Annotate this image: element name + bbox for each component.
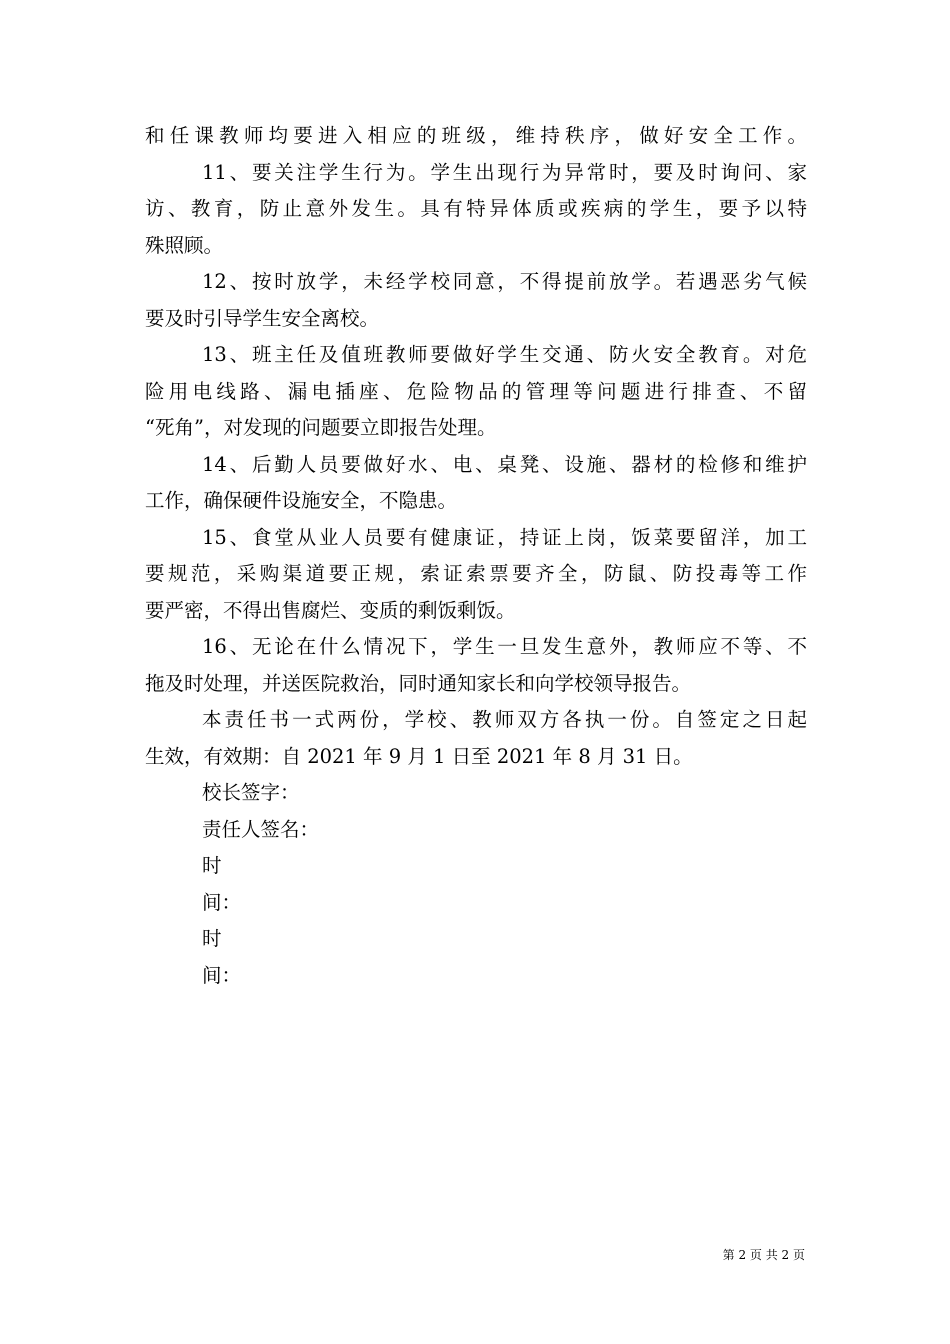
text-line: 访、教育，防止意外发生。具有特异体质或疾病的学生，要予以特 — [145, 197, 807, 220]
text-line: 要规范，采购渠道要正规，索证索票要齐全，防鼠、防投毒等工作 — [145, 562, 807, 585]
page-number-footer: 第 2 页 共 2 页 — [722, 1248, 805, 1262]
text-line: 要严密，不得出售腐烂、变质的剩饭剩饭。 — [145, 598, 516, 622]
text-line: 14、后勤人员要做好水、电、桌凳、设施、器材的检修和维护 — [202, 452, 807, 476]
date-label-part: 间： — [202, 963, 242, 987]
text-line: 险用电线路、漏电插座、危险物品的管理等问题进行排查、不留 — [145, 379, 807, 403]
text-line: 12、按时放学，未经学校同意，不得提前放学。若遇恶劣气候 — [202, 270, 807, 293]
text-line: 要及时引导学生安全离校。 — [145, 306, 380, 330]
text-line: 生效，有效期：自 2021 年 9 月 1 日至 2021 年 8 月 31 日。 — [145, 744, 693, 768]
text-line: 和任课教师均要进入相应的班级，维持秩序，做好安全工作。 — [145, 124, 807, 147]
text-line: 16、无论在什么情况下，学生一旦发生意外，教师应不等、不 — [202, 635, 807, 658]
text-line: 本责任书一式两份，学校、教师双方各执一份。自签定之日起 — [202, 708, 807, 731]
text-line: “死角”，对发现的问题要立即报告处理。 — [145, 416, 497, 439]
date-label-part: 时 — [202, 854, 222, 877]
responsible-person-signature-label: 责任人签名： — [202, 817, 320, 841]
text-line: 拖及时处理，并送医院救治，同时通知家长和向学校领导报告。 — [145, 671, 692, 695]
principal-signature-label: 校长签字： — [202, 781, 300, 804]
text-line: 13、班主任及值班教师要做好学生交通、防火安全教育。对危 — [202, 343, 807, 366]
date-label-part: 时 — [202, 927, 222, 950]
document-body — [145, 118, 807, 994]
text-line: 殊照顾。 — [145, 233, 224, 257]
date-label-part: 间： — [202, 890, 242, 914]
text-line: 11、要关注学生行为。学生出现行为异常时，要及时询问、家 — [202, 160, 807, 184]
text-line: 15、食堂从业人员要有健康证，持证上岗，饭菜要留洋，加工 — [202, 525, 807, 549]
text-line: 工作，确保硬件设施安全，不隐患。 — [145, 489, 458, 512]
